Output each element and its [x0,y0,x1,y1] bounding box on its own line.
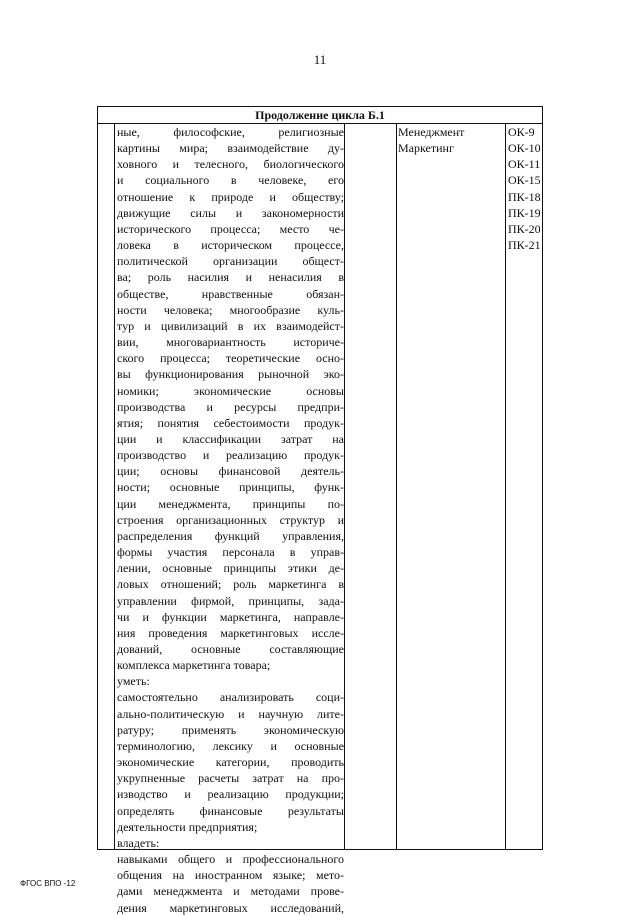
text-line: вы функционирования рыночной эко- [117,367,344,382]
text-line: терминологию, лексику и основные [117,738,344,753]
text-line: уметь: [117,674,150,689]
competencies-column [508,124,542,253]
text-line: тур и цивилизаций в их взаимодейст- [117,318,344,333]
text-line: владеть: [117,835,160,850]
text-line: деятельности предприятия; [117,819,258,834]
text-line: картины мира; взаимодействие ду- [117,141,344,156]
text-line: ратуру; применять экономическую [117,722,344,737]
text-line: строения организационных структур и [117,512,344,527]
text-line: политической организации общест- [117,254,344,269]
text-line: ально-политическую и научную лите- [117,706,344,721]
column-divider-4 [505,123,506,849]
text-line: изводство и реализацию продукции; [117,787,344,802]
text-line: дами менеджмента и методами прове- [117,884,344,899]
page-number: 11 [313,52,327,67]
text-line: исторического процесса; место че- [117,221,344,236]
competency-code: ПК-19 [508,205,541,220]
text-line: производства и ресурсы предпри- [117,399,344,414]
text-line: вии, многовариантность историче- [117,335,344,350]
competency-code: ПК-21 [508,238,541,253]
text-line: отношение к природе и обществу; [117,189,344,204]
column-divider-3 [396,123,397,849]
text-line: производство и реализацию продук- [117,448,344,463]
text-line: номики; экономические основы [117,383,344,398]
text-line: ности человека; многообразие куль- [117,302,344,317]
text-line: дований, основные составляющие [117,642,344,656]
text-line: общения на иностранном языке; мето- [117,868,344,883]
text-line: обществе, нравственные обязан- [117,286,344,301]
text-line: управлении фирмой, принципы, зада- [117,593,344,608]
text-line: движущие силы и закономерности [117,205,344,220]
text-line: ловых отношений; роль маркетинга в [117,577,344,592]
text-line: комплекса маркетинга товара; [117,658,271,673]
discipline-item: Маркетинг [398,141,454,156]
text-line: экономические категории, проводить [117,755,344,770]
text-line: распределения функций управления, [117,528,344,543]
column-divider-2 [344,123,345,849]
text-line: самостоятельно анализировать соци- [117,690,344,705]
curriculum-table [97,106,543,915]
text-line: чи и функции маркетинга, направле- [117,609,344,624]
text-line: навыками общего и профессионального [117,852,344,867]
text-line: ховного и телесного, биологического [117,157,344,172]
table-header: Продолжение цикла Б.1 [98,107,542,124]
competency-code: ОК-11 [508,157,541,172]
competency-code: ПК-20 [508,221,541,236]
text-line: ского процесса; теоретические осно- [117,351,344,366]
text-line: лении, основные принципы этики де- [117,561,344,576]
footer-standard-code: ФГОС ВПО -12 [20,879,76,888]
knowledge-skills-text [117,124,344,916]
text-line: ва; роль насилия и ненасилия в [117,270,344,285]
column-divider-1 [114,123,115,849]
text-line: определять финансовые результаты [117,803,344,818]
text-line: ции менеджмента, принципы по- [117,496,344,511]
text-line: и социального в человеке, его [117,173,344,188]
text-line: ятия; понятия себестоимости продук- [117,415,344,430]
text-line: ния проведения маркетинговых иссле- [117,625,344,640]
competency-code: ПК-18 [508,189,541,204]
text-line: формы участия персонала в управ- [117,545,344,560]
text-line: дения маркетинговых исследований, [117,900,344,915]
discipline-item: Менеджмент [398,125,465,139]
competency-code: ОК-15 [508,173,541,188]
competency-code: ОК-9 [508,125,535,139]
text-line: ции; основы финансовой деятель- [117,464,344,479]
text-line: ности; основные принципы, функ- [117,480,344,495]
text-line: укрупненные расчеты затрат на про- [117,771,344,786]
text-line: ные, философские, религиозные [117,125,344,139]
disciplines-column [398,124,504,156]
text-line: ловека в историческом процессе, [117,238,344,253]
competency-code: ОК-10 [508,141,541,156]
text-line: ции и классификации затрат на [117,431,344,446]
